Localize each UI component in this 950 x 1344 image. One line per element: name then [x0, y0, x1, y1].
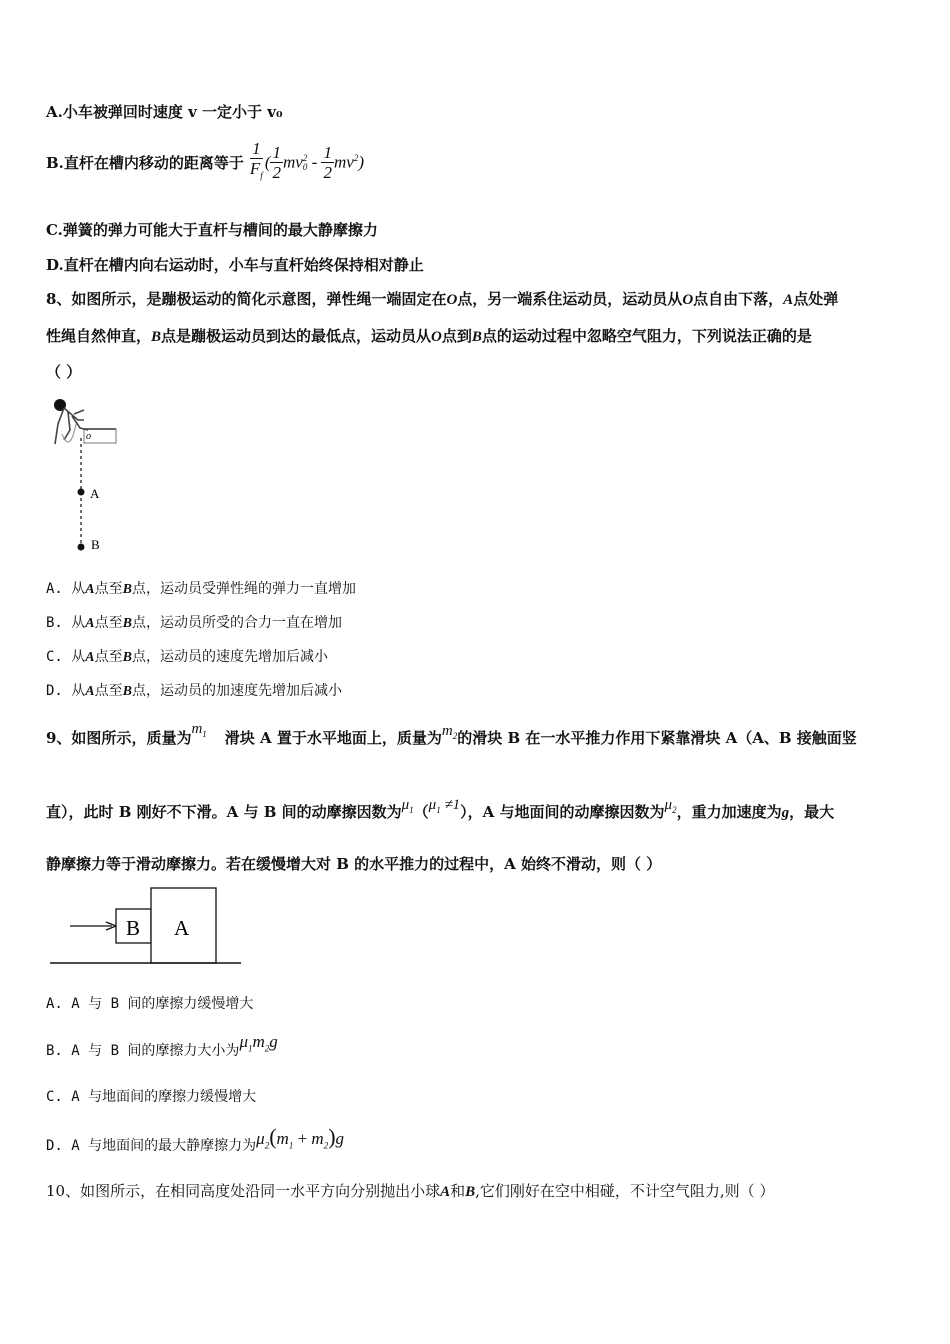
q8-answer-paren: （ ） — [46, 363, 82, 381]
q7-option-d: D.直杆在槽内向右运动时，小车与直杆始终保持相对静止 — [46, 256, 424, 274]
q9-option-d: D. A 与地面间的最大静摩擦力为$\mu_2(m_1 + m_2)g$ — [46, 1124, 345, 1154]
q7-option-b-text: B.直杆在槽内移动的距离等于 — [46, 154, 244, 172]
q9-option-c: C. A 与地面间的摩擦力缓慢增大 — [46, 1089, 257, 1105]
point-b-marker — [78, 544, 85, 551]
q7-option-a: A.小车被弹回时速度 v 一定小于 v₀ — [46, 103, 283, 121]
point-b-label: B — [91, 537, 100, 552]
q9-stem-line2: 直），此时 B 刚好不下滑。A 与 B 间的动摩擦因数为$\mu_1(\mu_1 \ne 1)$，A 与地面间的动摩擦因数为$\mu_2$，重力加速度为g，最大 — [46, 797, 835, 821]
q9-option-b: B. A 与 B 间的摩擦力大小为$\mu_1m_2g$ — [46, 1032, 278, 1059]
fraction-numerator: 1 — [252, 139, 261, 159]
q7-option-b-fraction — [250, 140, 263, 185]
q8-option-b: B. 从A点至B点，运动员所受的合力一直在增加 — [46, 615, 342, 631]
fraction-denominator: $F_f$ — [249, 159, 263, 181]
q8-stem-line2: 性绳自然伸直，B点是蹦极运动员到达的最低点，运动员从O点到B点的运动过程中忽略空气阻力，下列说法正确的是 — [46, 327, 812, 345]
q8-option-a: A. 从A点至B点，运动员受弹性绳的弹力一直增加 — [46, 581, 356, 597]
q8-option-d: D. 从A点至B点，运动员的加速度先增加后减小 — [46, 683, 342, 699]
block-a-label: A — [174, 916, 190, 940]
point-a-label: A — [90, 486, 100, 501]
q9-stem-line3: 静摩擦力等于滑动摩擦力。若在缓慢增大对 B 的水平推力的过程中，A 始终不滑动，则（ ） — [46, 855, 662, 873]
block-b-label: B — [126, 916, 141, 940]
q7-option-b — [46, 138, 364, 188]
point-o-label: o — [86, 431, 91, 442]
q9-stem-line1: 9、如图所示，质量为$m_1$ 滑块 A 置于水平地面上，质量为$m_2$的滑块 B 在一水平推力作用下紧靠滑块 A（A、B 接触面竖 — [46, 721, 857, 747]
q8-bungee-figure — [50, 394, 130, 560]
q10-stem: 10、如图所示，在相同高度处沿同一水平方向分别抛出小球A和B,它们刚好在空中相碰，不计空气阻力,则（ ） — [46, 1182, 775, 1200]
point-a-marker — [78, 489, 85, 496]
q9-blocks-figure — [48, 885, 248, 967]
q7-option-c: C.弹簧的弹力可能大于直杆与槽间的最大静摩擦力 — [46, 221, 378, 239]
q8-stem-line1: 8、如图所示，是蹦极运动的简化示意图，弹性绳一端固定在O点，另一端系住运动员，运动员从O点自由下落，A点处弹 — [46, 290, 839, 308]
q9-option-a: A. A 与 B 间的摩擦力缓慢增大 — [46, 996, 254, 1012]
q8-option-c: C. 从A点至B点，运动员的速度先增加后减小 — [46, 649, 328, 665]
q7-option-b-expression: ( $\frac{1}{2}$ mv 2 0 - $\frac{1}{2}$ $mv^2$) — [264, 142, 364, 182]
